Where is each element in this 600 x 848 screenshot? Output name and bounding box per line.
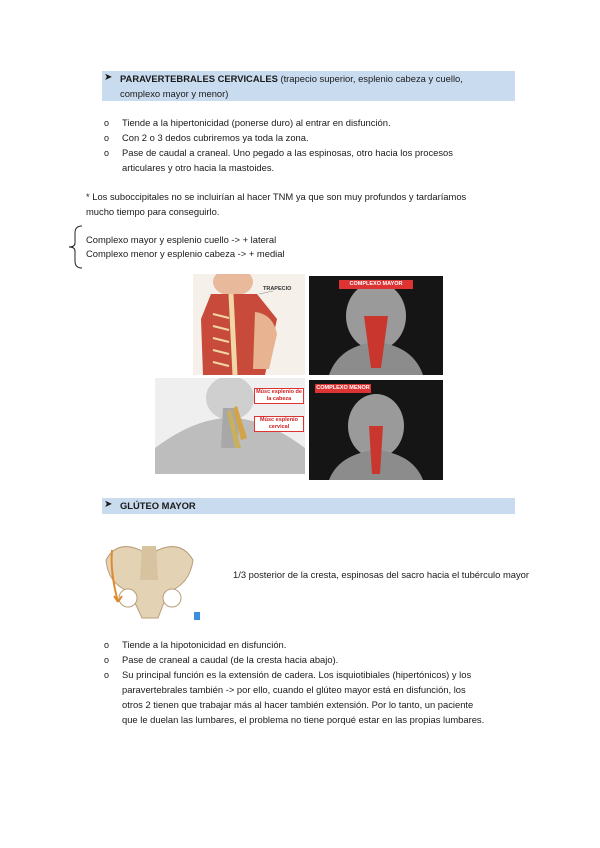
list-item: Con 2 o 3 dedos cubriremos ya toda la zona. (122, 132, 309, 143)
figure-label-trapecio: TRAPECIO (263, 286, 292, 292)
esplenio-illustration (155, 378, 305, 474)
list-item: Tiende a la hipertonicidad (ponerse duro) al entrar en disfunción. (122, 117, 391, 128)
complexo-mayor-image (309, 276, 443, 375)
figure-label-complexo-menor: COMPLEXO MENOR (316, 385, 370, 391)
list-item-continuation: que le duelan las lumbares, el problema no tiene porqué estar en las propias lumbares. (122, 714, 485, 725)
bullet-symbol: o (104, 118, 110, 128)
bullet-symbol: o (104, 133, 110, 143)
bracket-item: Complexo mayor y esplenio cuello -> + lateral (86, 234, 277, 245)
section-subtitle-1: (trapecio superior, esplenio cabeza y cuello, (277, 73, 463, 84)
figure-label-esplenio-cabeza: Músc esplenio de la cabeza (254, 388, 304, 404)
arrow-bullet-icon: ➤ (104, 499, 113, 510)
figure-label-esplenio-cervical: Músc esplenio cervical (254, 416, 304, 432)
note-line-1: * Los suboccipitales no se incluirían al hacer TNM ya que son muy profundos y tardaríamos (86, 191, 467, 202)
figure-label-complexo-mayor: COMPLEXO MAYOR (339, 280, 413, 289)
list-item: Pase de caudal a craneal. Uno pegado a las espinosas, otro hacia los procesos (122, 147, 453, 158)
list-item: Su principal función es la extensión de cadera. Los isquiotibiales (hipertónicos) y los (122, 669, 472, 680)
complexo-menor-image (309, 380, 443, 480)
gluteo-description: 1/3 posterior de la cresta, espinosas del sacro hacia el tubérculo mayor (233, 569, 529, 580)
bracket-item: Complexo menor y esplenio cabeza -> + medial (86, 248, 285, 259)
note-line-2: mucho tiempo para conseguirlo. (86, 206, 220, 217)
section-title: GLÚTEO MAYOR (120, 500, 196, 511)
section-subtitle-2: complexo mayor y menor) (120, 88, 229, 99)
list-item: Pase de craneal a caudal (de la cresta hacia abajo). (122, 654, 339, 665)
section-header-paravertebrales (102, 71, 515, 101)
list-item: Tiende a la hipotonicidad en disfunción. (122, 639, 287, 650)
section-title: PARAVERTEBRALES CERVICALES (120, 73, 278, 84)
pelvis-illustration (98, 532, 201, 622)
list-item-continuation: articulares y otro hacia la mastoides. (122, 162, 275, 173)
list-item-continuation: otros 2 tienen que trabajar más al hacer también extensión. Por lo tanto, un paciente (122, 699, 474, 710)
bullet-symbol: o (104, 670, 110, 680)
section-title-line (120, 73, 463, 85)
trapecio-illustration (193, 274, 305, 375)
bullet-symbol: o (104, 640, 110, 650)
section-header-gluteo (102, 498, 515, 514)
arrow-bullet-icon: ➤ (104, 72, 113, 83)
bullet-symbol: o (104, 148, 110, 158)
curly-brace-icon (66, 224, 84, 270)
bullet-symbol: o (104, 655, 110, 665)
list-item-continuation: paravertebrales también -> por ello, cuando el glúteo mayor está en disfunción, los (122, 684, 466, 695)
